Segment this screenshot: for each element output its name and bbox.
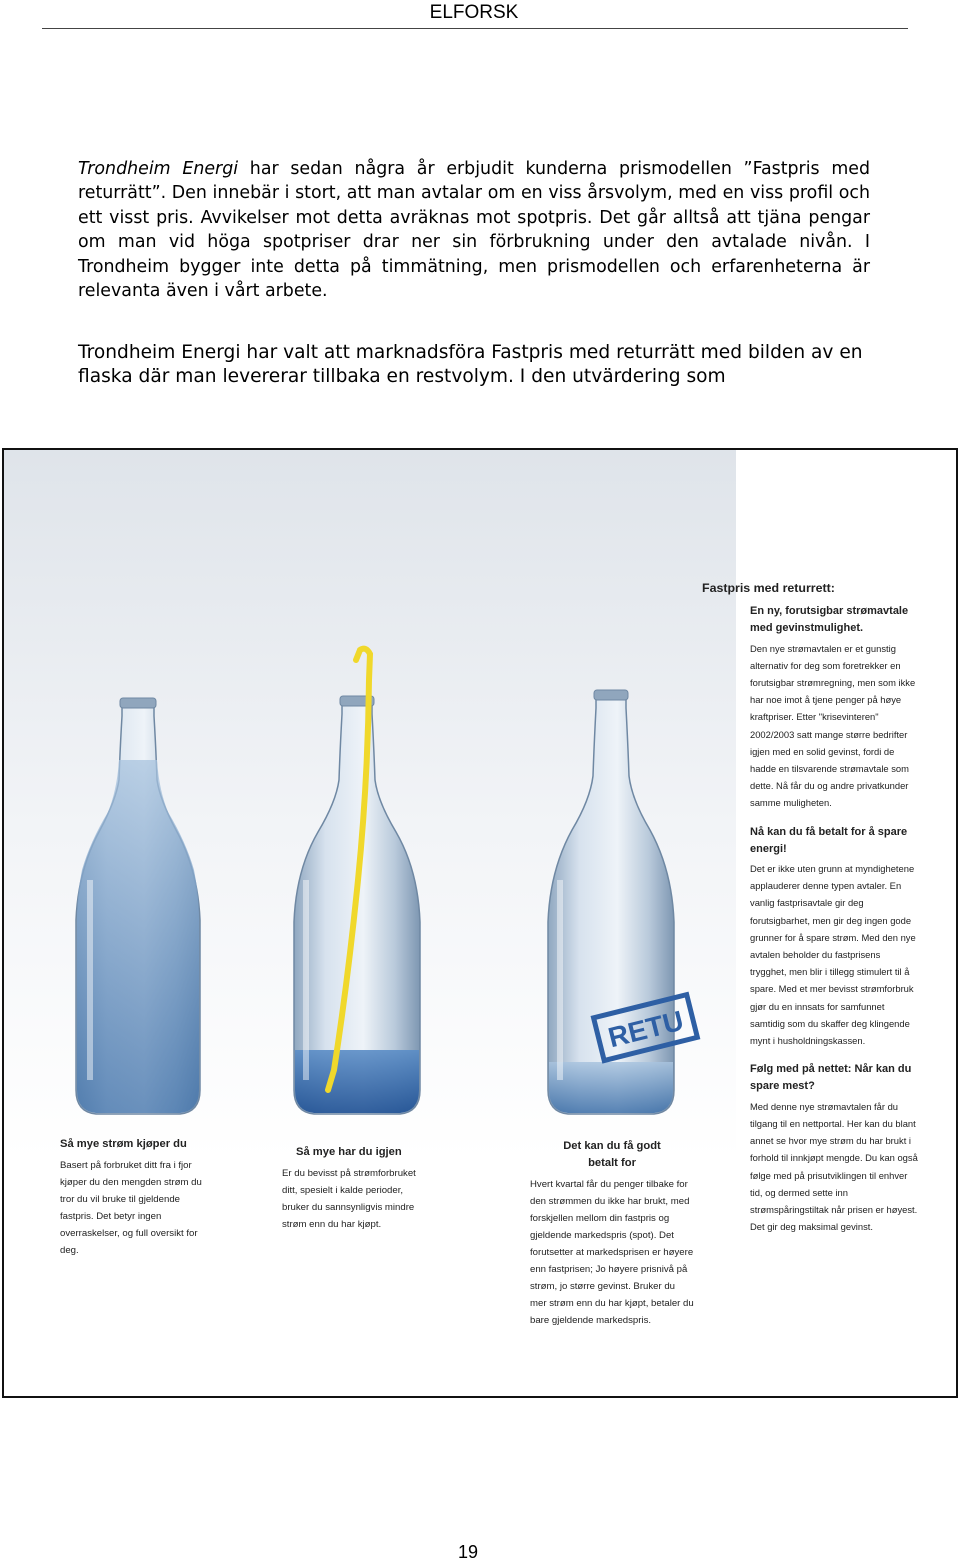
- retur-stamp-text: RETU: [605, 1004, 687, 1054]
- sidebar-title: Fastpris med returrett:: [702, 581, 835, 595]
- sidebar-section-2-heading: Nå kan du få betalt for å spare energi!: [750, 825, 908, 855]
- sidebar-section-3-body: Med denne nye strømavtalen får du tilgang til en nettportal. Her kan du blant annet se hvor mye strøm du har brukt i forhold til innkjøpt mengde. Du kan også følge med på prisutviklingen til enhver tid, og dermed sette inn strømspåringstiltak når prisen er høyest. Det gir deg maksimal gevinst.: [750, 1100, 918, 1233]
- caption-left-heading: Så mye har du igjen: [296, 1146, 402, 1158]
- caption-buy: [60, 1136, 210, 1259]
- page-number: 19: [457, 1542, 479, 1562]
- caption-paid: [530, 1138, 694, 1329]
- caption-paid-heading: Det kan du få godt betalt for: [563, 1140, 661, 1169]
- sidebar-section-1-heading: En ny, forutsigbar strømavtale med gevinstmulighet.: [750, 605, 909, 635]
- paragraph-intro: [78, 157, 870, 303]
- sidebar-section-2-body: Det er ikke uten grunn at myndighetene applauderer denne typen avtaler. En vanlig fastprisavtale gir deg forutsigbarhet, men gir deg ingen gode grunner for å spare strøm. Med den nye avtalen beholder du fastprisens trygghet, men blir i tillegg stimulert til å spare. Med et mer bevisst strømforbruk gjør du en innsats for samfunnet samtidig som du skaffer deg klingende mynt i husholdningskassen.: [750, 863, 916, 1047]
- caption-paid-body: Hvert kvartal får du penger tilbake for den strømmen du ikke har brukt, med forskjellen mellom din fastpris og gjeldende markedspris (spot). Det forutsetter at markedsprisen er høyere enn fastprisen; Jo høyere prisnivå på strøm, jo større gevinst. Bruker du mer strøm enn du har kjøpt, betaler du bare gjeldende markedspris.: [530, 1179, 694, 1326]
- caption-buy-heading: Så mye strøm kjøper du: [60, 1138, 187, 1150]
- header-rule: [42, 28, 908, 29]
- caption-buy-body: Basert på forbruket ditt fra i fjor kjøper du den mengden strøm du tror du vil bruke til gjeldende fastpris. Det betyr ingen overraskelser, og full oversikt for deg.: [60, 1160, 202, 1256]
- sidebar-section-1-body: Den nye strømavtalen er et gunstig alternativ for deg som foretrekker en forutsigbar strømregning, men som ikke har noe imot å tjene penger på høye kraftpriser. Etter "krisevinteren" 2002/2003 satt mange større bedrifter igjen med en solid gevinst, fordi de hadde en tilsvarende strømavtale som dette. Nå får du og andre privatkunder samme muligheten.: [750, 642, 916, 809]
- sidebar-text: [702, 580, 922, 1235]
- retur-bottle: [548, 690, 697, 1114]
- full-bottle: [76, 698, 200, 1114]
- advertisement-figure: [2, 448, 958, 1398]
- company-name-italic: Trondheim Energi: [78, 159, 239, 179]
- paragraph-intro-text: har sedan några år erbjudit kunderna prismodellen ”Fastpris med returrätt”. Den innebär i stort, att man avtalar om en viss årsvolym, med en viss profil och ett visst pris. Avvikelser mot detta avräknas mot spotpris. Det går alltså att tjäna pengar om man vid höga spotpriser drar ner sin förbrukning under den avtalade nivån. I Trondheim bygger inte detta på timmätning, men prismodellen och erfarenheterna är relevanta även i vårt arbete.: [78, 159, 870, 302]
- paragraph-marketing: Trondheim Energi har valt att marknadsföra Fastpris med returrätt med bilden av en flaska där man levererar tillbaka en restvolym. I den utvärdering som: [78, 342, 863, 387]
- running-header: ELFORSK: [429, 2, 519, 23]
- caption-left: [282, 1144, 430, 1233]
- sidebar-section-3-heading: Følg med på nettet: Når kan du spare mest?: [750, 1063, 912, 1093]
- caption-left-body: Er du bevisst på strømforbruket ditt, spesielt i kalde perioder, bruker du sannsynligvis mindre strøm enn du har kjøpt.: [282, 1168, 416, 1230]
- straw-bottle: [294, 649, 420, 1114]
